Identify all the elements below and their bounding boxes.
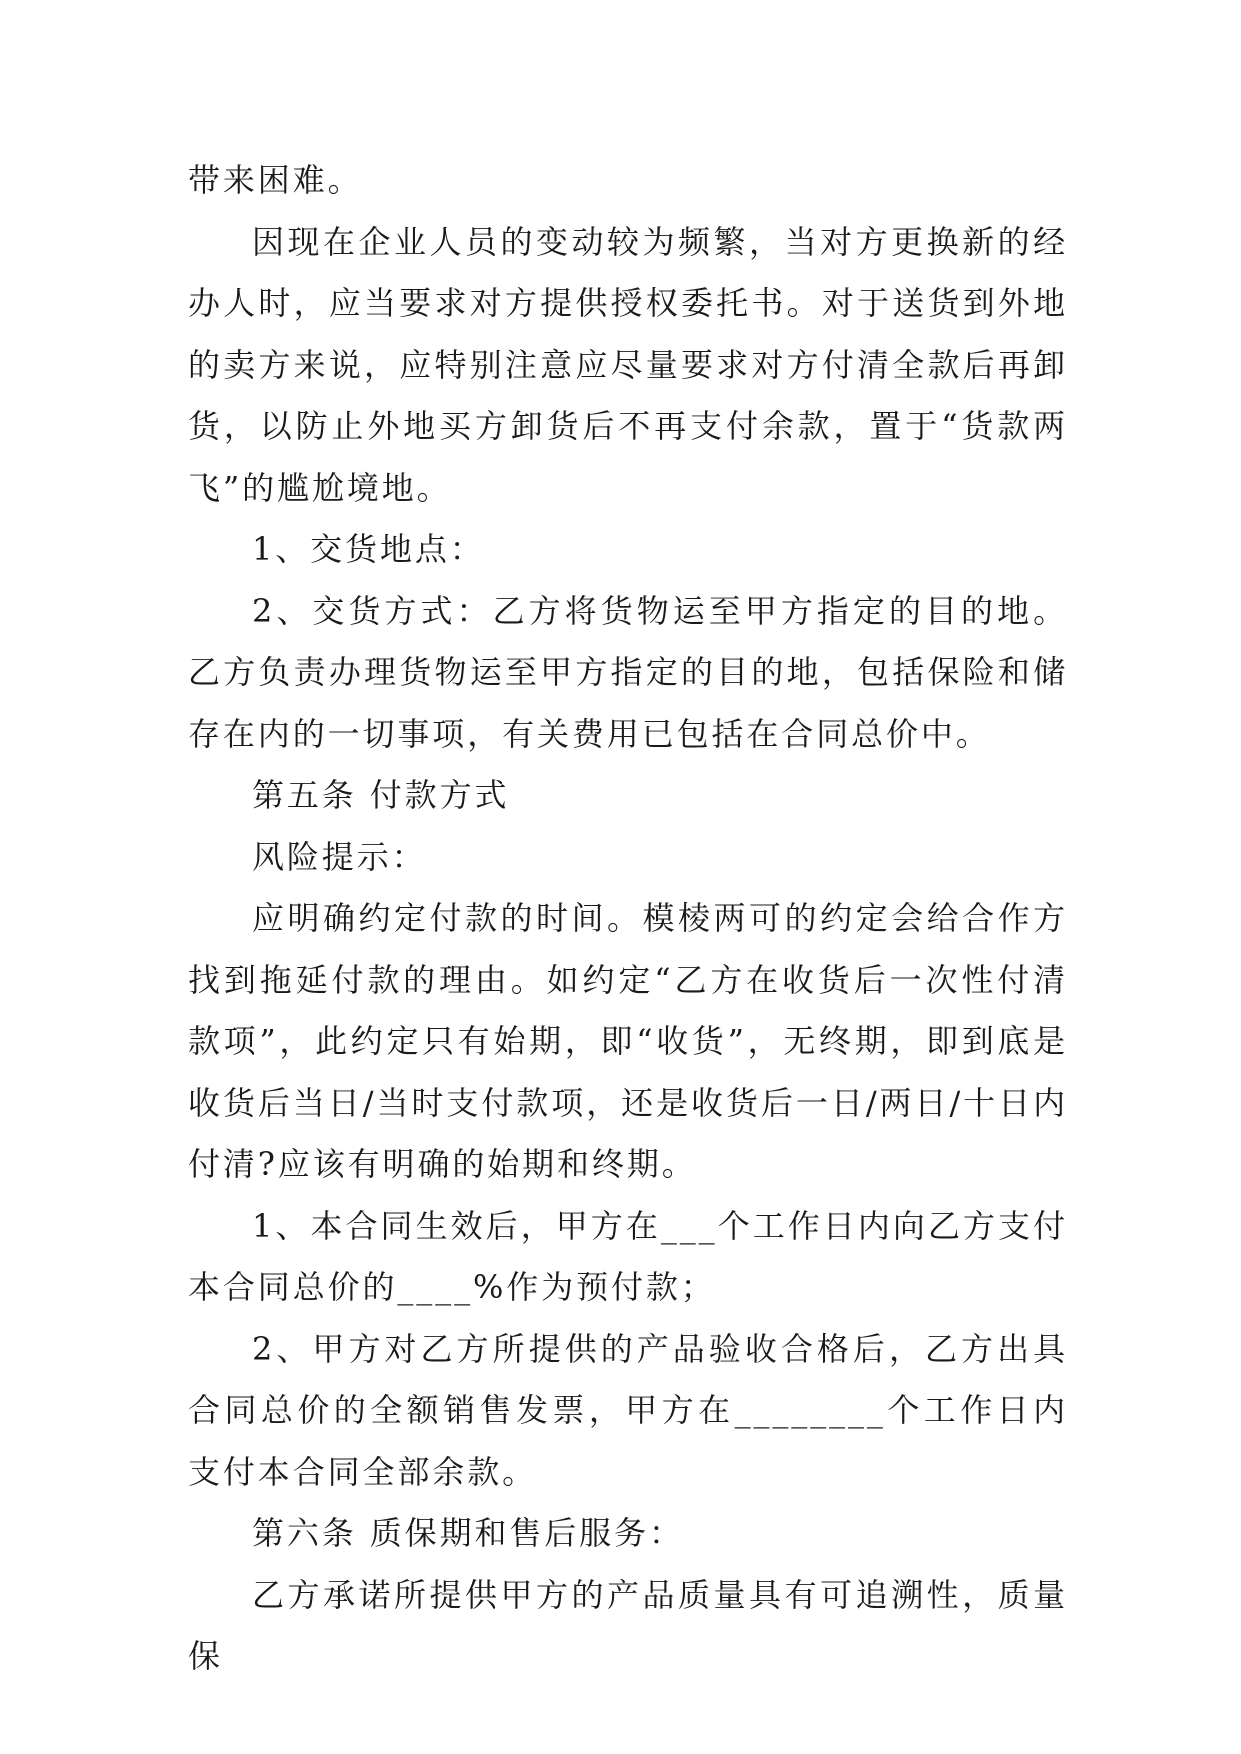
paragraph: 风险提示： <box>252 837 427 876</box>
document-body <box>188 150 1068 1688</box>
paragraph: 2、交货方式：乙方将货物运至甲方指定的目的地。乙方负责办理货物运至甲方指定的目的地，包括保险和储存在内的一切事项，有关费用已包括在合同总价中。 <box>188 591 1068 753</box>
paragraph: 1、本合同生效后，甲方在___个工作日内向乙方支付本合同总价的____%作为预付款； <box>188 1206 1068 1306</box>
paragraph: 因现在企业人员的变动较为频繁，当对方更换新的经办人时，应当要求对方提供授权委托书。对于送货到外地的卖方来说，应特别注意应尽量要求对方付清全款后再卸货，以防止外地买方卸货后不再支付余款，置于“货款两飞”的尴尬境地。 <box>188 222 1068 507</box>
paragraph: 带来困难。 <box>188 161 363 199</box>
paragraph: 应明确约定付款的时间。模棱两可的约定会给合作方找到拖延付款的理由。如约定“乙方在收货后一次性付清款项”，此约定只有始期，即“收货”，无终期，即到底是收货后当日/当时支付款项，还是收货后一日/两日/十日内付清?应该有明确的始期和终期。 <box>188 899 1068 1183</box>
paragraph: 2、甲方对乙方所提供的产品验收合格后，乙方出具合同总价的全额销售发票，甲方在________个工作日内支付本合同全部余款。 <box>188 1329 1068 1491</box>
section-heading: 第五条 付款方式 <box>252 776 510 814</box>
paragraph: 乙方承诺所提供甲方的产品质量具有可追溯性，质量保 <box>188 1575 1068 1675</box>
paragraph: 1、交货地点： <box>252 530 485 568</box>
section-heading: 第六条 质保期和售后服务： <box>252 1514 684 1552</box>
